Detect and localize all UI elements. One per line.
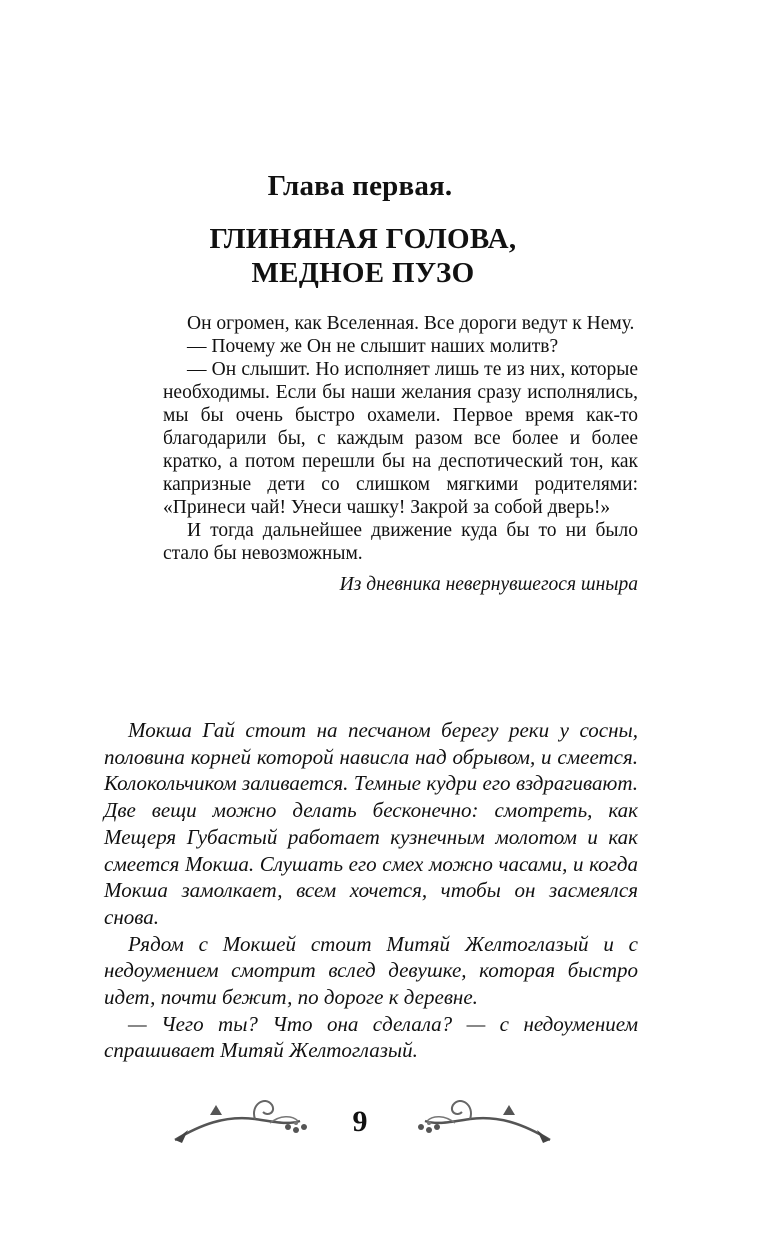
chapter-label: Глава первая.: [267, 170, 453, 202]
epigraph-paragraph: — Он слышит. Но исполняет лишь те из них, которые необходимы. Если бы наши желания сразу исполнялись, мы бы очень быстро охамели. Первое время как-то благодарили бы, с каждым разом все более и более кратко, а потом перешли бы на деспотический тон, как капризные дети со слишком мягкими родителями: «Принеси чай! Унеси чашку! Закрой за собой дверь!»: [163, 359, 638, 518]
epigraph-source: Из дневника невернувшегося шныра: [339, 574, 638, 595]
page-footer: [170, 1085, 550, 1155]
chapter-title-line-1: ГЛИНЯНАЯ ГОЛОВА,: [209, 223, 517, 255]
body-paragraph: — Чего ты? Что она сделала? — с недоумением спрашивает Митяй Желтоглазый.: [104, 1011, 638, 1063]
epigraph-paragraph: Он огромен, как Вселенная. Все дороги ведут к Нему.: [187, 313, 635, 334]
epigraph: [163, 312, 638, 596]
epigraph-paragraph: — Почему же Он не слышит наших молитв?: [187, 336, 559, 357]
body-text: [104, 717, 638, 1064]
epigraph-paragraph: И тогда дальнейшее движение куда бы то ни было стало бы невозможным.: [163, 520, 638, 564]
body-paragraph: Мокша Гай стоит на песчаном берегу реки у сосны, половина корней которой нависла над обрывом, и смеется. Колокольчиком заливается. Темные кудри его вздрагивают. Две вещи можно делать бесконечно: смотреть, как Мещеря Губастый работает кузнечным молотом и как смеется Мокша. Слушать его смех можно часами, и когда Мокша замолкает, всем хочется, чтобы он засмеялся снова.: [104, 718, 638, 929]
body-paragraph: Рядом с Мокшей стоит Митяй Желтоглазый и с недоумением смотрит вслед девушке, которая быстро идет, почти бежит, по дороге к деревне.: [104, 931, 638, 1010]
floral-scroll-ornament-icon: [405, 1085, 555, 1155]
chapter-title-line-2: МЕДНОЕ ПУЗО: [251, 257, 475, 289]
chapter-title: [0, 222, 726, 290]
page-number: 9: [352, 1105, 368, 1138]
